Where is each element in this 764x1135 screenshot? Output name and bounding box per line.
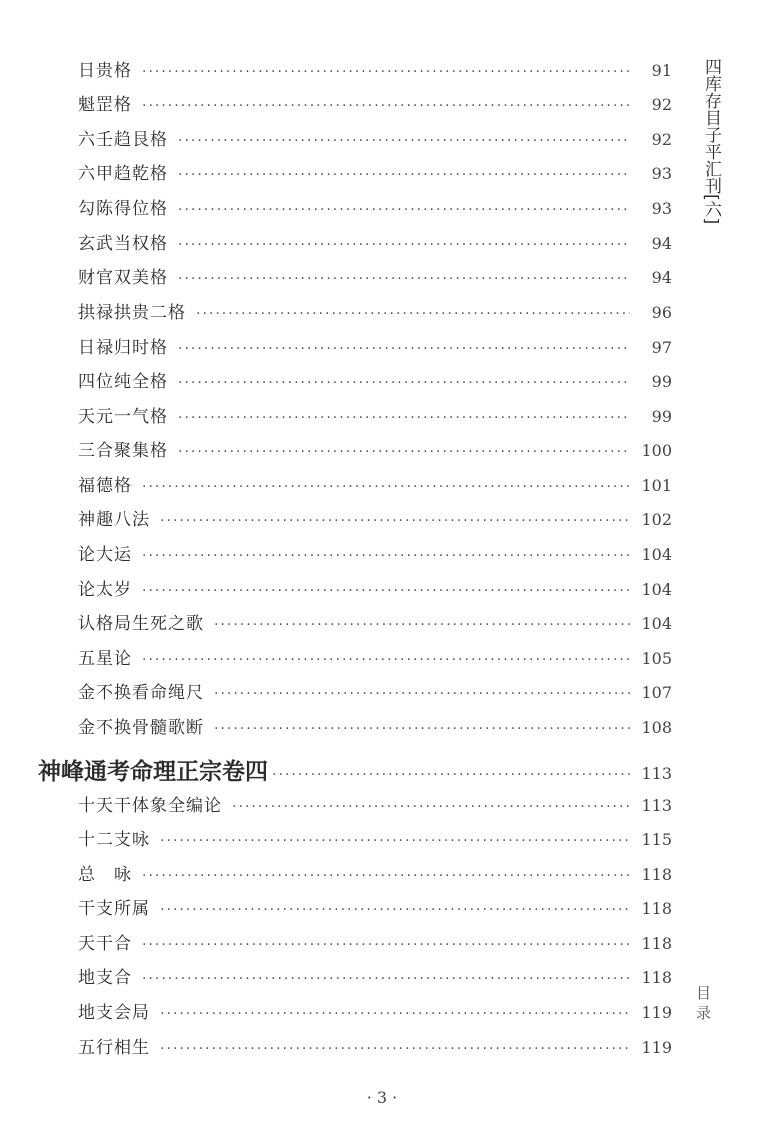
toc-entry-title: 财官双美格 <box>78 268 168 288</box>
toc-entry-title: 论太岁 <box>78 580 132 600</box>
toc-entry[interactable] <box>78 402 672 432</box>
toc-entry-page: 104 <box>641 545 672 564</box>
toc-entry-title: 勾陈得位格 <box>78 199 168 219</box>
toc-entry[interactable] <box>78 333 672 363</box>
toc-entry-title: 福德格 <box>78 476 132 496</box>
dot-leader <box>142 98 630 114</box>
toc-entry[interactable] <box>78 1033 672 1063</box>
dot-leader <box>160 902 630 918</box>
toc-chapter-heading[interactable] <box>38 753 672 783</box>
toc-entry-page: 94 <box>651 234 672 253</box>
toc-entry[interactable] <box>78 125 672 155</box>
toc-entry-title: 天干合 <box>78 934 132 954</box>
toc-entry[interactable] <box>78 860 672 890</box>
toc-entry-title: 五行相生 <box>78 1038 150 1058</box>
toc-entry[interactable] <box>78 505 672 535</box>
toc-entry-title: 总 咏 <box>78 865 132 885</box>
dot-leader <box>142 937 630 953</box>
dot-leader <box>178 237 630 253</box>
dot-leader <box>142 64 630 80</box>
toc-entry[interactable] <box>78 540 672 570</box>
toc-chapter-page: 113 <box>641 764 672 783</box>
toc-entry-page: 102 <box>641 510 672 529</box>
dot-leader <box>232 799 630 815</box>
toc-entry-page: 92 <box>651 95 672 114</box>
dot-leader <box>178 202 630 218</box>
toc-entry-page: 100 <box>641 441 672 460</box>
dot-leader <box>178 133 630 149</box>
dot-leader <box>160 1006 630 1022</box>
toc-entry-page: 93 <box>651 199 672 218</box>
dot-leader <box>196 306 630 322</box>
dot-leader <box>214 686 630 702</box>
toc-entry-page: 97 <box>651 338 672 357</box>
toc-entry-page: 113 <box>641 796 672 815</box>
toc-entry[interactable] <box>78 471 672 501</box>
toc-entry-title: 六壬趋艮格 <box>78 130 168 150</box>
toc-entry-title: 天元一气格 <box>78 407 168 427</box>
dot-leader <box>178 410 630 426</box>
toc-entry[interactable] <box>78 159 672 189</box>
toc-entry-title: 论大运 <box>78 545 132 565</box>
toc-entry-title: 魁罡格 <box>78 95 132 115</box>
toc-entry-page: 104 <box>641 580 672 599</box>
dot-leader <box>178 341 630 357</box>
toc-entry[interactable] <box>78 678 672 708</box>
toc-entry-page: 118 <box>641 968 672 987</box>
toc-entry[interactable] <box>78 56 672 86</box>
dot-leader <box>214 617 630 633</box>
dot-leader <box>142 548 630 564</box>
toc-entry-page: 93 <box>651 164 672 183</box>
toc-entry[interactable] <box>78 894 672 924</box>
toc-entry-page: 99 <box>651 407 672 426</box>
dot-leader <box>214 721 630 737</box>
toc-entry-title: 日禄归时格 <box>78 338 168 358</box>
toc-entry[interactable] <box>78 263 672 293</box>
toc-entry-title: 地支会局 <box>78 1003 150 1023</box>
toc-entry-title: 神趣八法 <box>78 510 150 530</box>
toc-entry-title: 地支合 <box>78 968 132 988</box>
toc-entry[interactable] <box>78 825 672 855</box>
toc-entry-title: 五星论 <box>78 649 132 669</box>
dot-leader <box>160 833 630 849</box>
toc-entry[interactable] <box>78 575 672 605</box>
toc-entry-page: 99 <box>651 372 672 391</box>
dot-leader <box>178 167 630 183</box>
toc-entry-title: 金不换骨髓歌断 <box>78 718 204 738</box>
toc-chapter-title: 神峰通考命理正宗卷四 <box>38 758 268 785</box>
toc-entry-page: 105 <box>641 649 672 668</box>
toc-entry[interactable] <box>78 963 672 993</box>
toc-entry-page: 118 <box>641 934 672 953</box>
series-title: 四库存目子平汇刊[六] <box>701 58 721 225</box>
toc-entry-page: 104 <box>641 614 672 633</box>
toc-entry[interactable] <box>78 791 672 821</box>
dot-leader <box>142 868 630 884</box>
dot-leader <box>142 583 630 599</box>
toc-entry[interactable] <box>78 713 672 743</box>
section-label: 目 录 <box>694 985 712 1020</box>
toc-entry-title: 金不换看命绳尺 <box>78 683 204 703</box>
dot-leader <box>160 1041 630 1057</box>
toc-entry-page: 94 <box>651 268 672 287</box>
dot-leader <box>178 444 630 460</box>
toc-entry[interactable] <box>78 644 672 674</box>
toc-entry[interactable] <box>78 436 672 466</box>
toc-entry-title: 日贵格 <box>78 61 132 81</box>
page-number: · 3 · <box>366 1088 398 1107</box>
toc-entry[interactable] <box>78 998 672 1028</box>
toc-entry-page: 101 <box>641 476 672 495</box>
dot-leader <box>178 271 630 287</box>
dot-leader <box>272 767 630 783</box>
toc-entry-title: 干支所属 <box>78 899 150 919</box>
toc-entry[interactable] <box>78 90 672 120</box>
toc-entry-page: 107 <box>641 683 672 702</box>
dot-leader <box>178 375 630 391</box>
toc-entry-title: 三合聚集格 <box>78 441 168 461</box>
dot-leader <box>160 513 630 529</box>
dot-leader <box>142 971 630 987</box>
toc-entry-page: 108 <box>641 718 672 737</box>
toc-entry-page: 118 <box>641 865 672 884</box>
toc-entry-title: 十二支咏 <box>78 830 150 850</box>
toc-entry[interactable] <box>78 298 672 328</box>
toc-entry-page: 119 <box>641 1003 672 1022</box>
dot-leader <box>142 652 630 668</box>
toc-entry-title: 四位纯全格 <box>78 372 168 392</box>
toc-entry-page: 96 <box>651 303 672 322</box>
toc-entry-page: 115 <box>641 830 672 849</box>
toc-entry-title: 十天干体象全编论 <box>78 796 222 816</box>
toc-entry[interactable] <box>78 609 672 639</box>
toc-entry-title: 玄武当权格 <box>78 234 168 254</box>
toc-entry-title: 拱禄拱贵二格 <box>78 303 186 323</box>
toc-entry-page: 92 <box>651 130 672 149</box>
toc-entry[interactable] <box>78 194 672 224</box>
toc-entry-title: 认格局生死之歌 <box>78 614 204 634</box>
toc-entry[interactable] <box>78 929 672 959</box>
toc-entry-page: 119 <box>641 1038 672 1057</box>
toc-entry[interactable] <box>78 229 672 259</box>
dot-leader <box>142 479 630 495</box>
toc-entry[interactable] <box>78 367 672 397</box>
toc-entry-page: 91 <box>651 61 672 80</box>
toc-entry-page: 118 <box>641 899 672 918</box>
toc-entry-title: 六甲趋乾格 <box>78 164 168 184</box>
